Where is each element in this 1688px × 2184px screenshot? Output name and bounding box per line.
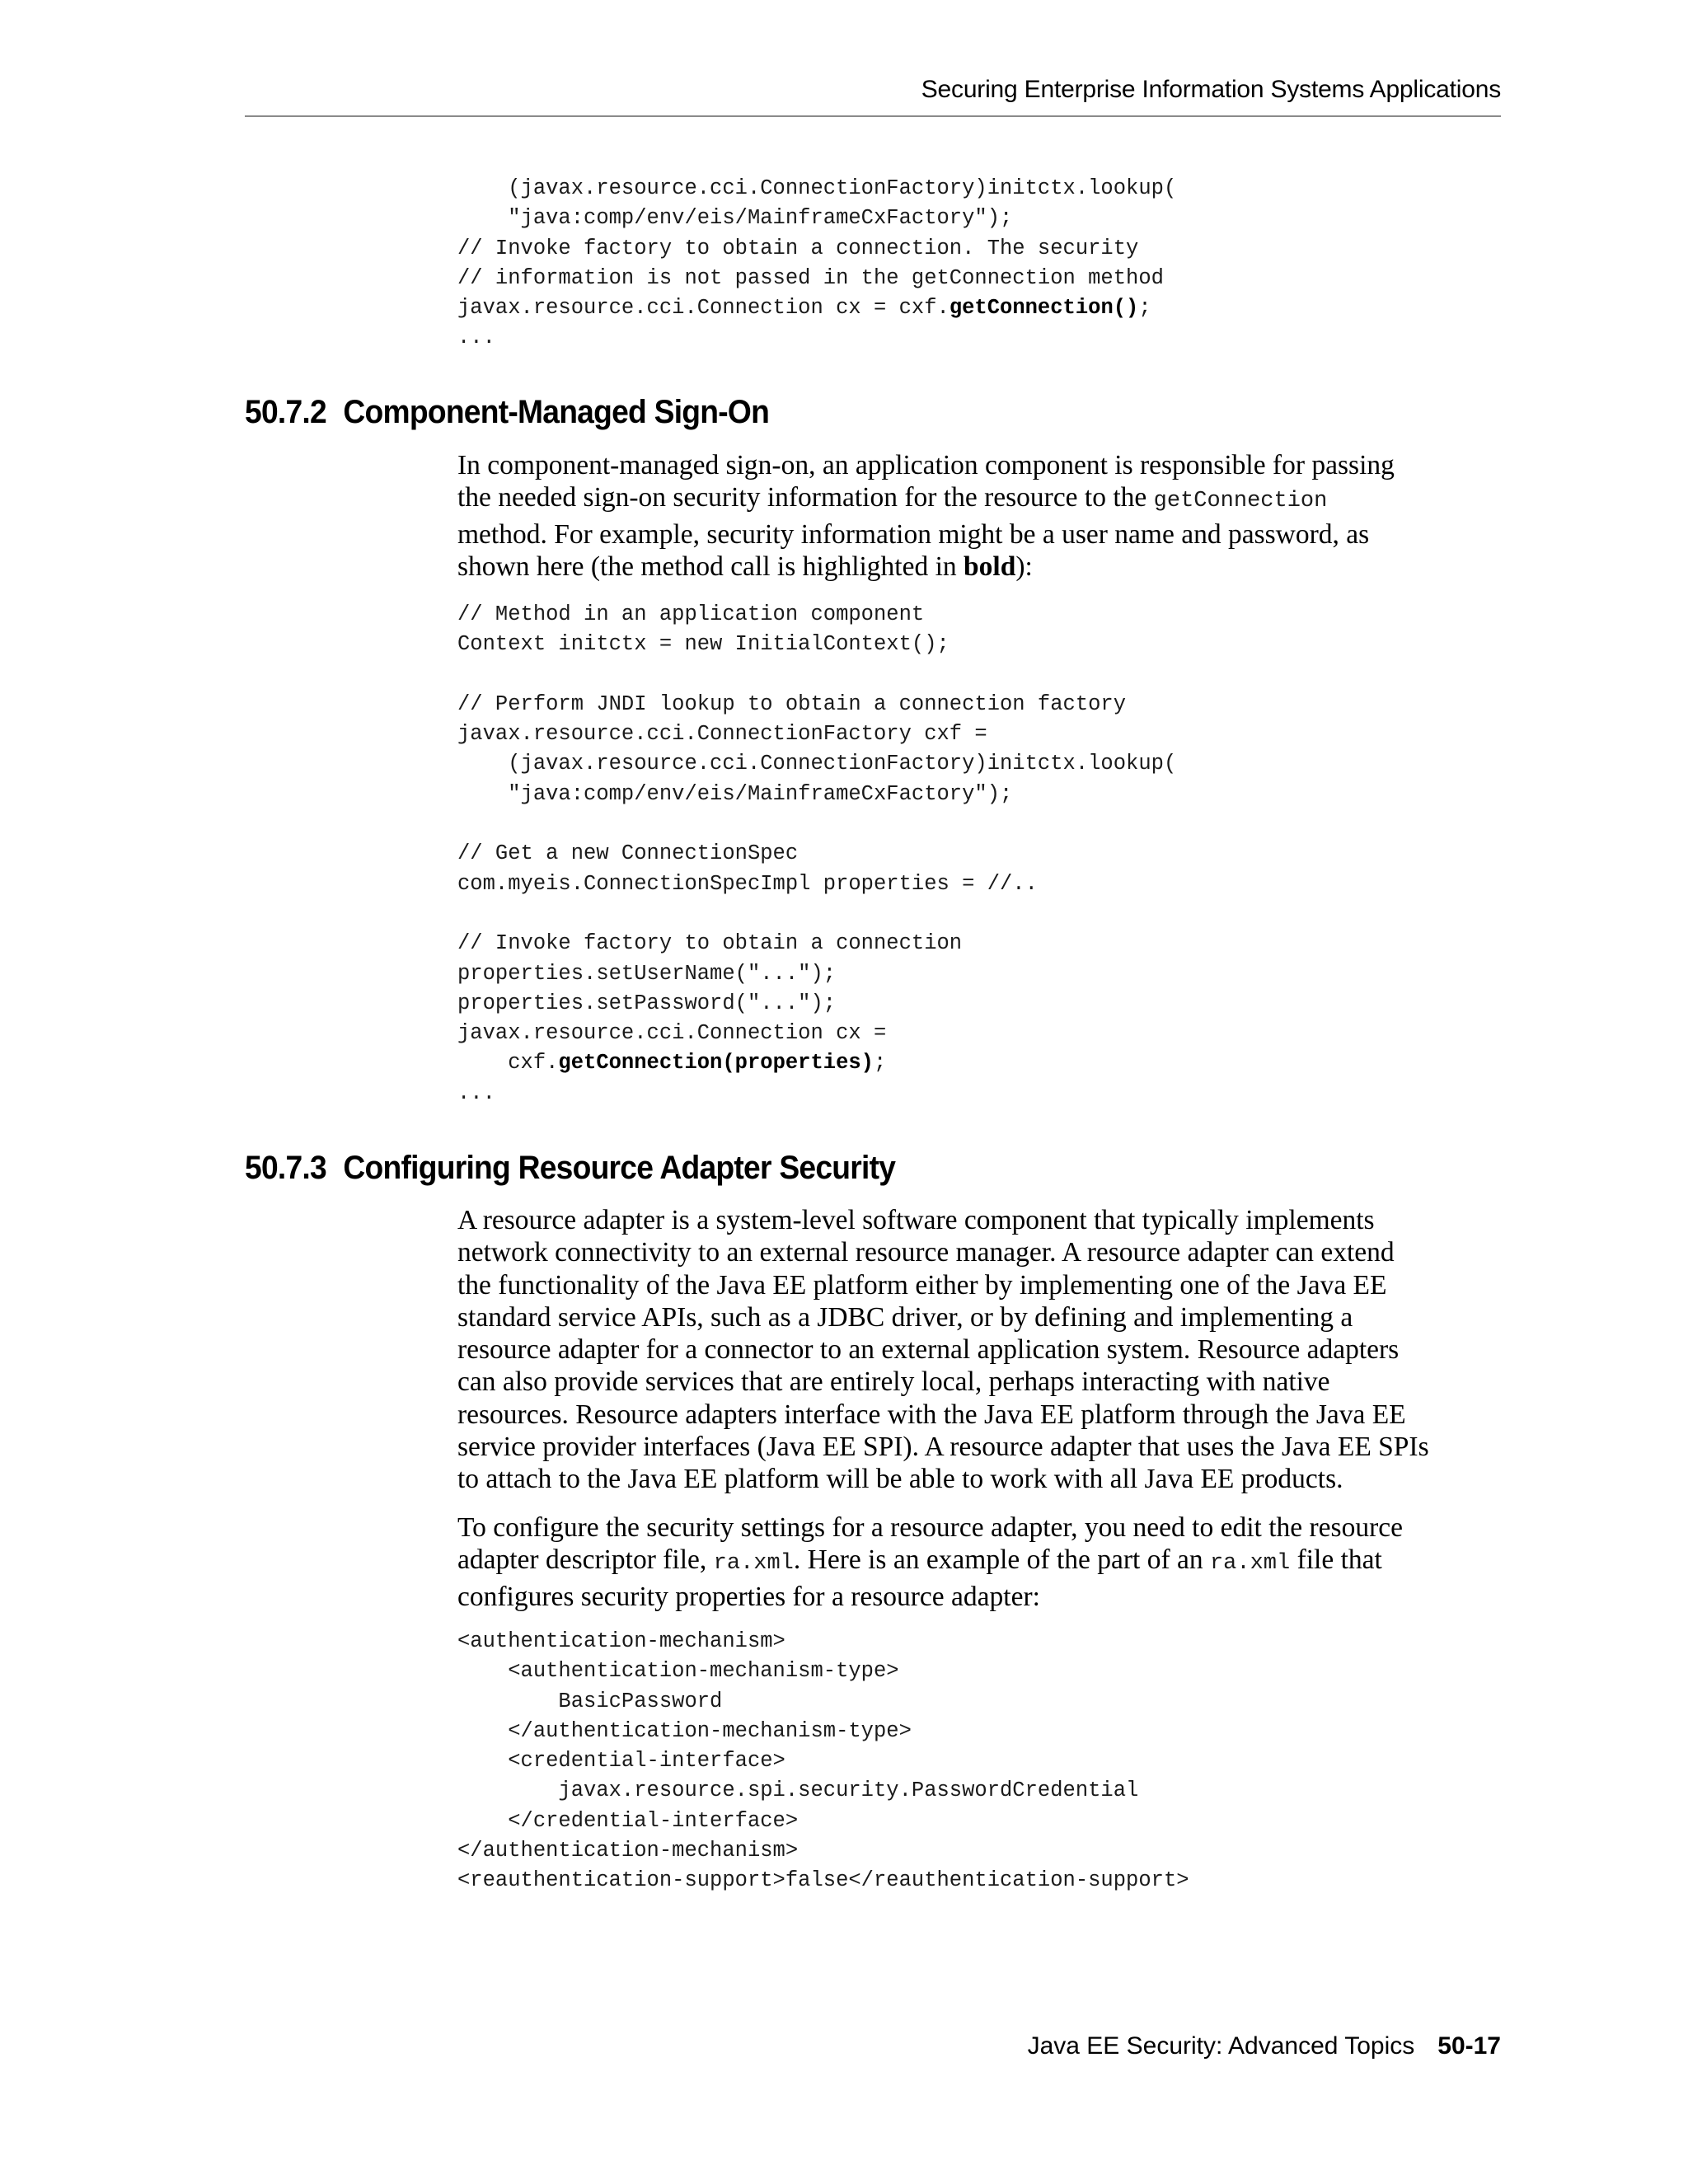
running-title: Securing Enterprise Information Systems Applications xyxy=(921,76,1501,103)
text-line: A resource adapter is a system-level software component that typically implements xyxy=(457,1205,1375,1235)
code-line: <authentication-mechanism-type> xyxy=(457,1659,899,1684)
code-line: </authentication-mechanism> xyxy=(457,1839,799,1863)
section-number: 50.7.3 xyxy=(245,1150,326,1186)
text-line: service provider interfaces (Java EE SPI). A resource adapter that uses the Java EE SPIs xyxy=(457,1432,1429,1463)
code-line: // Perform JNDI lookup to obtain a connection factory xyxy=(457,691,1127,716)
text-line: to attach to the Java EE platform will be able to work with all Java EE products. xyxy=(457,1464,1343,1495)
text-line: In component-managed sign-on, an application component is responsible for passing xyxy=(457,450,1395,480)
code-line: <credential-interface> xyxy=(457,1749,785,1774)
code-line: ... xyxy=(457,326,495,350)
code-line xyxy=(457,293,1176,323)
code-block-3 xyxy=(457,1627,1189,1896)
text-run: adapter descriptor file, xyxy=(457,1544,714,1576)
code-line: (javax.resource.cci.ConnectionFactory)initctx.lookup( xyxy=(457,176,1177,200)
code-line: BasicPassword xyxy=(457,1689,723,1713)
code-line: // Invoke factory to obtain a connection. The security xyxy=(457,236,1139,260)
text-run: shown here (the method call is highlighted in xyxy=(457,551,964,582)
inline-code: ra.xml xyxy=(1209,1551,1291,1577)
section-number: 50.7.2 xyxy=(245,394,326,430)
code-line xyxy=(457,660,1176,690)
text-run: . Here is an example of the part of an xyxy=(793,1544,1210,1576)
bold-text: bold xyxy=(964,551,1016,582)
body-paragraph xyxy=(457,449,1504,583)
text-line: the functionality of the Java EE platform either by implementing one of the Java EE xyxy=(457,1269,1387,1301)
page-footer xyxy=(1028,2032,1501,2060)
text-line xyxy=(457,1544,1504,1580)
code-highlight: getConnection(properties) xyxy=(558,1051,874,1076)
text-line xyxy=(457,551,1504,583)
body-paragraph xyxy=(457,1511,1504,1613)
code-line: properties.setUserName("..."); xyxy=(457,961,837,986)
page-header xyxy=(245,73,1501,117)
code-line: <authentication-mechanism> xyxy=(457,1629,785,1653)
code-line: ... xyxy=(457,1080,495,1105)
page-number: 50-17 xyxy=(1437,2032,1501,2060)
code-line: properties.setPassword("..."); xyxy=(457,991,837,1015)
code-line: </authentication-mechanism-type> xyxy=(457,1718,912,1743)
code-line: // Get a new ConnectionSpec xyxy=(457,841,799,866)
text-run: the needed sign-on security information for the resource to the xyxy=(457,482,1154,513)
code-line: (javax.resource.cci.ConnectionFactory)initctx.lookup( xyxy=(457,752,1177,776)
code-line: // Method in an application component xyxy=(457,602,925,626)
section-heading xyxy=(245,1150,895,1187)
code-line: // information is not passed in the getConnection method xyxy=(457,265,1164,290)
inline-code: ra.xml xyxy=(713,1551,794,1577)
code-block-2 xyxy=(457,600,1176,1108)
body-paragraph xyxy=(457,1204,1504,1496)
code-text: ; xyxy=(873,1051,887,1076)
section-title: Component-Managed Sign-On xyxy=(343,394,770,430)
text-line: To configure the security settings for a resource adapter, you need to edit the resource xyxy=(457,1512,1403,1543)
code-line xyxy=(457,809,1176,839)
code-line: javax.resource.cci.Connection cx = xyxy=(457,1021,887,1046)
code-text: ; xyxy=(1138,296,1151,321)
code-line xyxy=(457,899,1176,929)
text-line: standard service APIs, such as a JDBC driver, or by defining and implementing a xyxy=(457,1301,1353,1333)
code-line: javax.resource.cci.ConnectionFactory cxf = xyxy=(457,722,987,747)
text-line: method. For example, security information might be a user name and password, as xyxy=(457,518,1370,550)
section-heading xyxy=(245,394,769,431)
code-line xyxy=(457,1048,1176,1078)
code-line: // Invoke factory to obtain a connection xyxy=(457,931,963,956)
code-text: cxf. xyxy=(457,1051,559,1076)
text-line: network connectivity to an external resource manager. A resource adapter can extend xyxy=(457,1237,1395,1268)
text-line: resource adapter for a connector to an external application system. Resource adapters xyxy=(457,1334,1400,1366)
section-title: Configuring Resource Adapter Security xyxy=(343,1150,896,1186)
text-line: resources. Resource adapters interface with the Java EE platform through the Java EE xyxy=(457,1399,1406,1430)
code-block-1 xyxy=(457,174,1176,354)
code-line: </credential-interface> xyxy=(457,1808,799,1833)
code-line: com.myeis.ConnectionSpecImpl properties = //.. xyxy=(457,871,1038,896)
code-line: "java:comp/env/eis/MainframeCxFactory"); xyxy=(457,206,1013,231)
code-highlight: getConnection() xyxy=(949,296,1139,321)
code-text: javax.resource.cci.Connection cx = cxf. xyxy=(457,296,950,321)
book-title: Java EE Security: Advanced Topics xyxy=(1027,2032,1415,2060)
text-run: file that xyxy=(1290,1544,1382,1576)
text-line: configures security properties for a resource adapter: xyxy=(457,1581,1040,1612)
text-line xyxy=(457,481,1504,518)
code-line: Context initctx = new InitialContext(); xyxy=(457,632,950,657)
inline-code: getConnection xyxy=(1153,489,1328,514)
code-line: "java:comp/env/eis/MainframeCxFactory"); xyxy=(457,781,1013,806)
code-line: <reauthentication-support>false</reauthentication-support> xyxy=(457,1868,1189,1893)
text-line: can also provide services that are entirely local, perhaps interacting with native xyxy=(457,1366,1330,1398)
code-line: javax.resource.spi.security.PasswordCredential xyxy=(457,1779,1139,1803)
text-run: ): xyxy=(1015,551,1033,582)
